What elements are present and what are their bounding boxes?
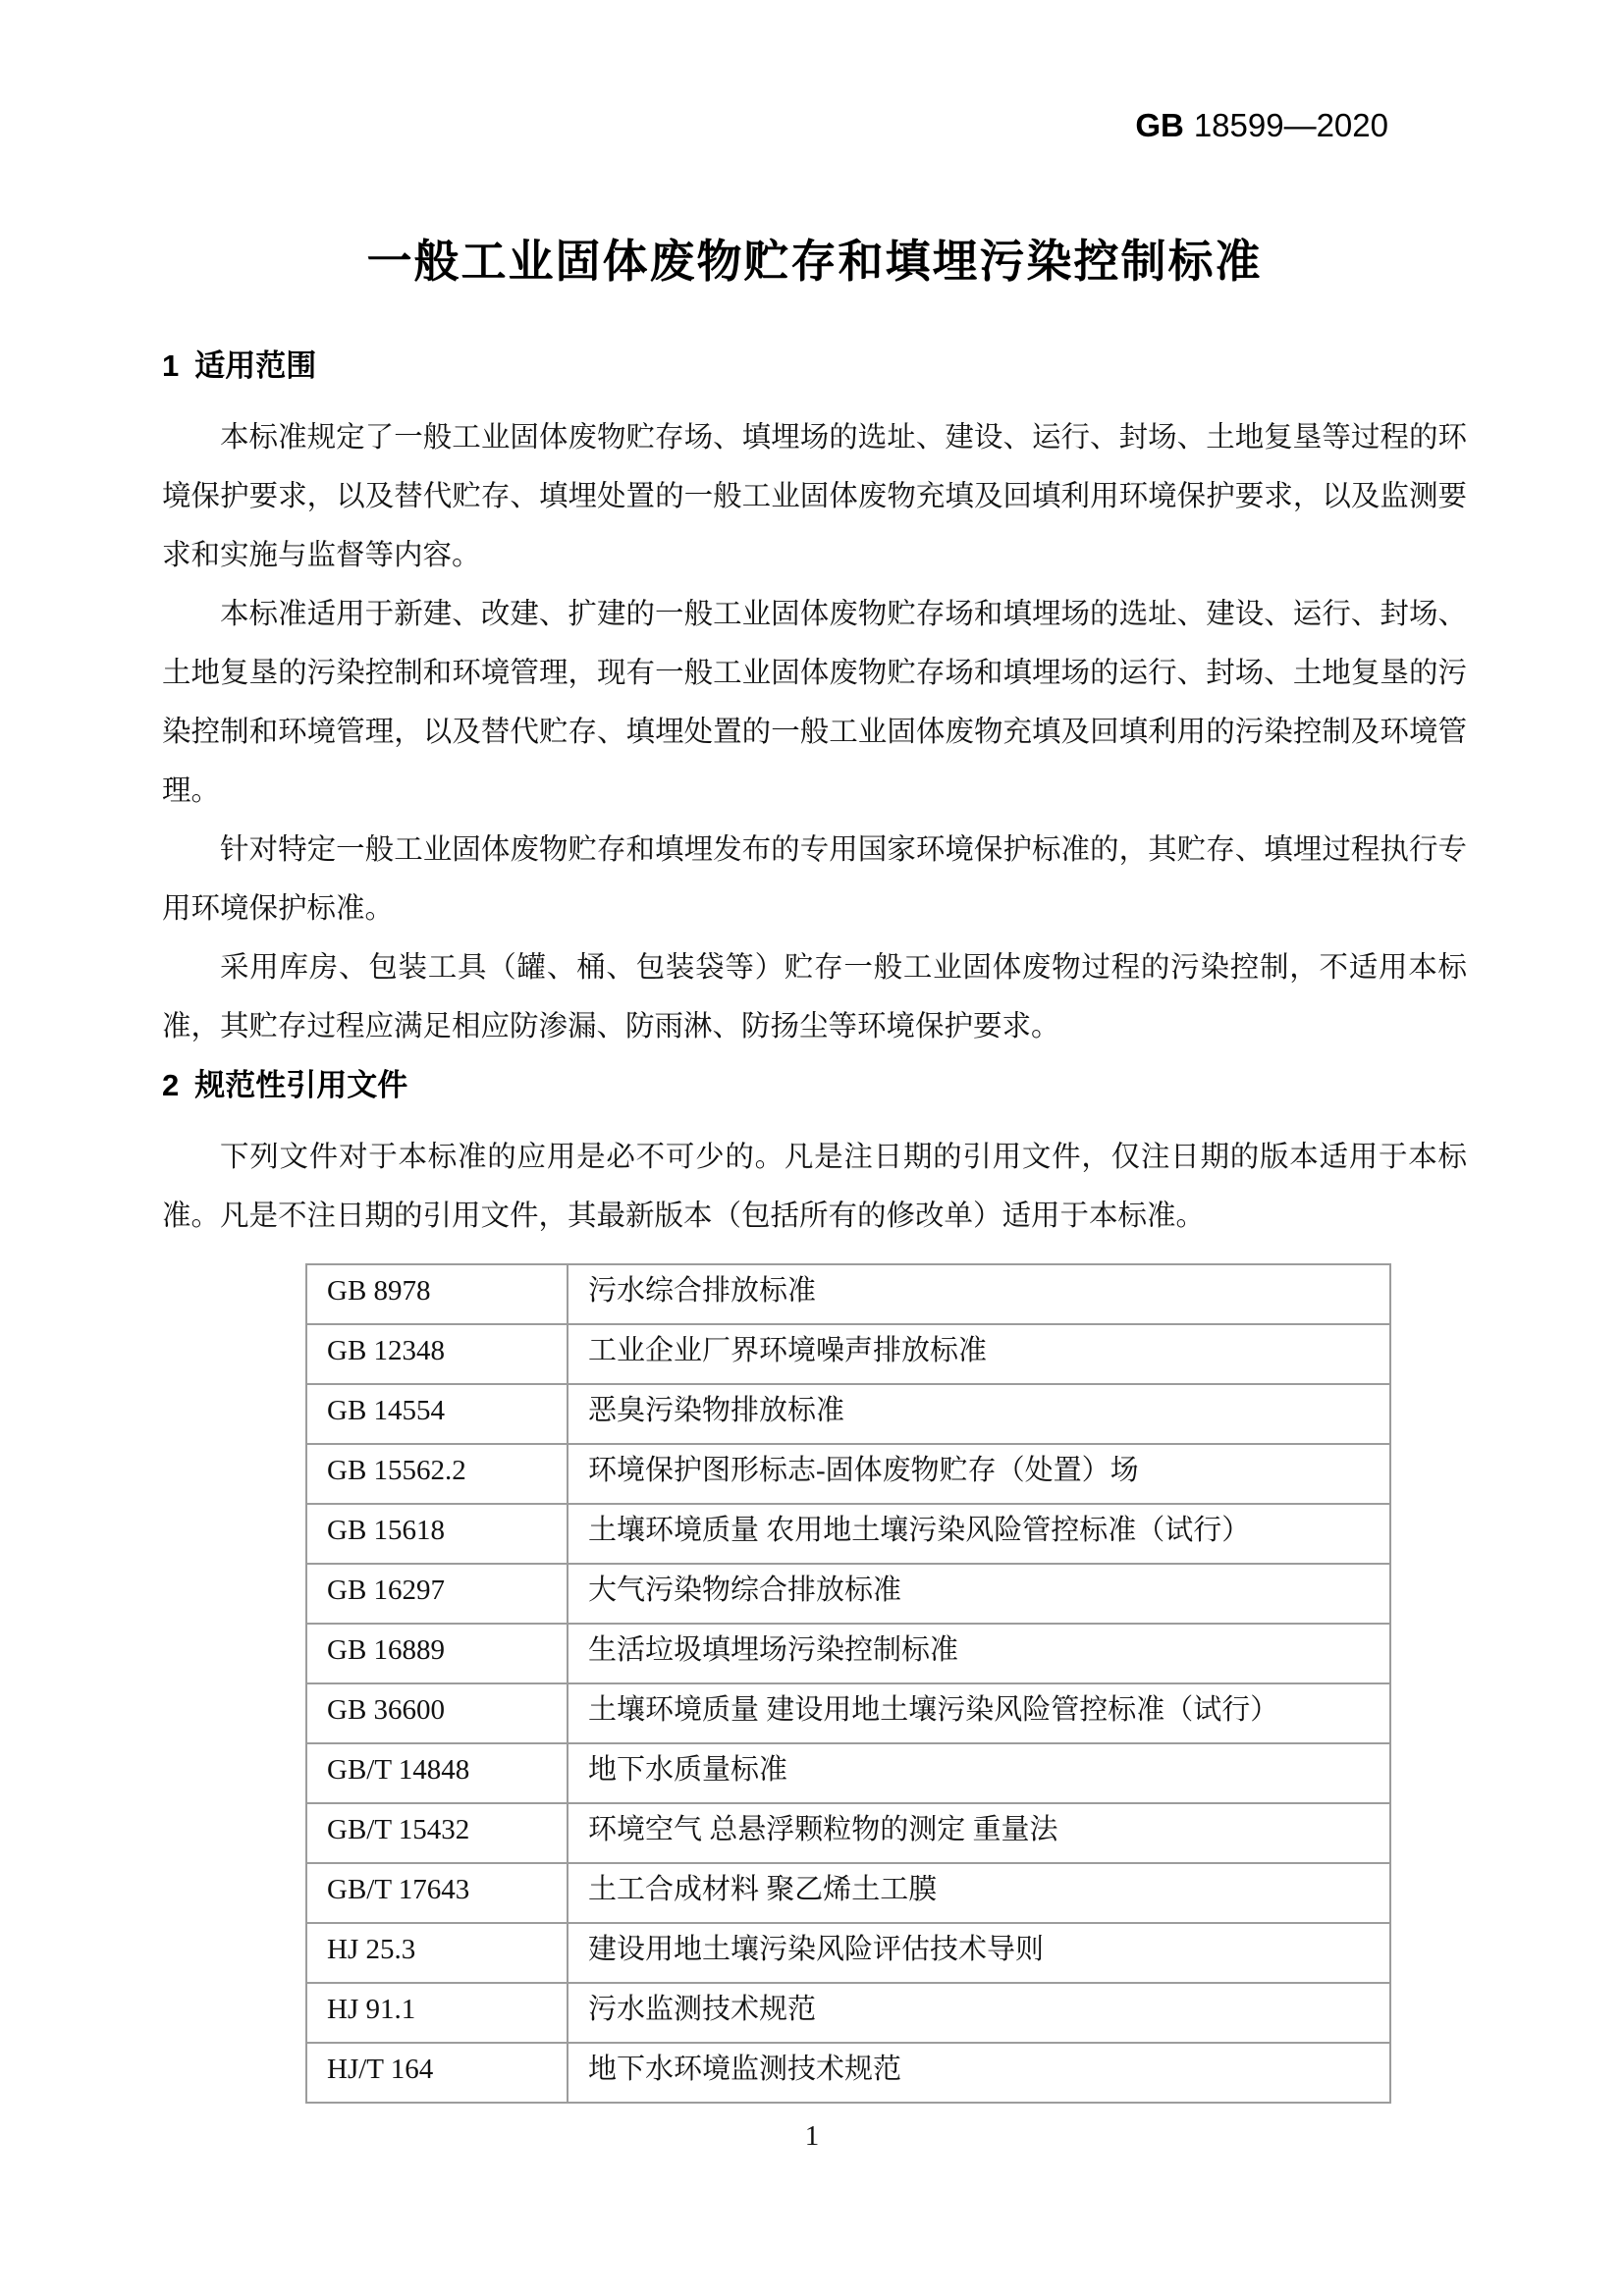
paragraph: 本标准适用于新建、改建、扩建的一般工业固体废物贮存场和填埋场的选址、建设、运行、封场、土地复垦的污染控制和环境管理，现有一般工业固体废物贮存场和填埋场的运行、封场、土地复垦的污染控制和环境管理，以及替代贮存、填埋处置的一般工业固体废物充填及回填利用的污染控制及环境管理。 [162, 599, 1467, 807]
table-row [306, 1803, 1390, 1863]
table-row [306, 1504, 1390, 1564]
paragraph: 针对特定一般工业固体废物贮存和填埋发布的专用国家环境保护标准的，其贮存、填埋过程执行专用环境保护标准。 [162, 834, 1467, 925]
reference-title: 污水综合排放标准 [568, 1264, 1390, 1324]
reference-code: GB/T 14848 [306, 1743, 568, 1803]
table-row [306, 1863, 1390, 1923]
table-row [306, 1444, 1390, 1504]
table-row [306, 1564, 1390, 1624]
reference-title: 环境保护图形标志-固体废物贮存（处置）场 [568, 1444, 1390, 1504]
table-row [306, 1683, 1390, 1743]
reference-code: GB 14554 [306, 1384, 568, 1444]
reference-code: GB 15562.2 [306, 1444, 568, 1504]
references-table [305, 1263, 1391, 2104]
table-row [306, 1983, 1390, 2043]
reference-title: 环境空气 总悬浮颗粒物的测定 重量法 [568, 1803, 1390, 1863]
table-row [306, 1923, 1390, 1983]
paragraph: 本标准规定了一般工业固体废物贮存场、填埋场的选址、建设、运行、封场、土地复垦等过程的环境保护要求，以及替代贮存、填埋处置的一般工业固体废物充填及回填利用环境保护要求，以及监测要求和实施与监督等内容。 [162, 422, 1467, 571]
table-row [306, 1264, 1390, 1324]
section-1-heading [162, 345, 1467, 387]
table-row [306, 2043, 1390, 2103]
paragraph: 下列文件对于本标准的应用是必不可少的。凡是注日期的引用文件，仅注日期的版本适用于本标准。凡是不注日期的引用文件，其最新版本（包括所有的修改单）适用于本标准。 [162, 1142, 1467, 1232]
reference-code: GB/T 17643 [306, 1863, 568, 1923]
reference-code: HJ/T 164 [306, 2043, 568, 2103]
reference-title: 土壤环境质量 建设用地土壤污染风险管控标准（试行） [568, 1683, 1390, 1743]
table-row [306, 1384, 1390, 1444]
paragraph: 采用库房、包装工具（罐、桶、包装袋等）贮存一般工业固体废物过程的污染控制，不适用本标准，其贮存过程应满足相应防渗漏、防雨淋、防扬尘等环境保护要求。 [162, 952, 1467, 1042]
reference-title: 大气污染物综合排放标准 [568, 1564, 1390, 1624]
section-normative-references [162, 1064, 1467, 2104]
reference-code: GB 36600 [306, 1683, 568, 1743]
page-number: 1 [804, 2120, 820, 2152]
document-title: 一般工业固体废物贮存和填埋污染控制标准 [366, 236, 1263, 287]
reference-code: HJ 25.3 [306, 1923, 568, 1983]
reference-title: 建设用地土壤污染风险评估技术导则 [568, 1923, 1390, 1983]
section-2-number: 2 [162, 1068, 180, 1102]
reference-title: 土工合成材料 聚乙烯土工膜 [568, 1863, 1390, 1923]
standard-code-number: 18599—2020 [1193, 107, 1388, 143]
reference-title: 工业企业厂界环境噪声排放标准 [568, 1324, 1390, 1384]
section-1-number: 1 [162, 348, 180, 383]
table-row [306, 1324, 1390, 1384]
reference-title: 地下水质量标准 [568, 1743, 1390, 1803]
reference-title: 生活垃圾填埋场污染控制标准 [568, 1624, 1390, 1683]
reference-title: 污水监测技术规范 [568, 1983, 1390, 2043]
reference-title: 恶臭污染物排放标准 [568, 1384, 1390, 1444]
section-2-title: 规范性引用文件 [194, 1068, 408, 1102]
table-row [306, 1624, 1390, 1683]
reference-code: GB 12348 [306, 1324, 568, 1384]
table-row [306, 1743, 1390, 1803]
reference-code: GB 8978 [306, 1264, 568, 1324]
reference-code: GB/T 15432 [306, 1803, 568, 1863]
reference-title: 地下水环境监测技术规范 [568, 2043, 1390, 2103]
reference-code: GB 16297 [306, 1564, 568, 1624]
reference-code: GB 16889 [306, 1624, 568, 1683]
section-2-heading [162, 1064, 1467, 1106]
section-scope [162, 345, 1467, 1056]
reference-code: HJ 91.1 [306, 1983, 568, 2043]
section-1-title: 适用范围 [194, 348, 317, 383]
reference-code: GB 15618 [306, 1504, 568, 1564]
standard-code [162, 106, 1467, 145]
reference-title: 土壤环境质量 农用地土壤污染风险管控标准（试行） [568, 1504, 1390, 1564]
standard-code-prefix: GB [1135, 107, 1184, 143]
